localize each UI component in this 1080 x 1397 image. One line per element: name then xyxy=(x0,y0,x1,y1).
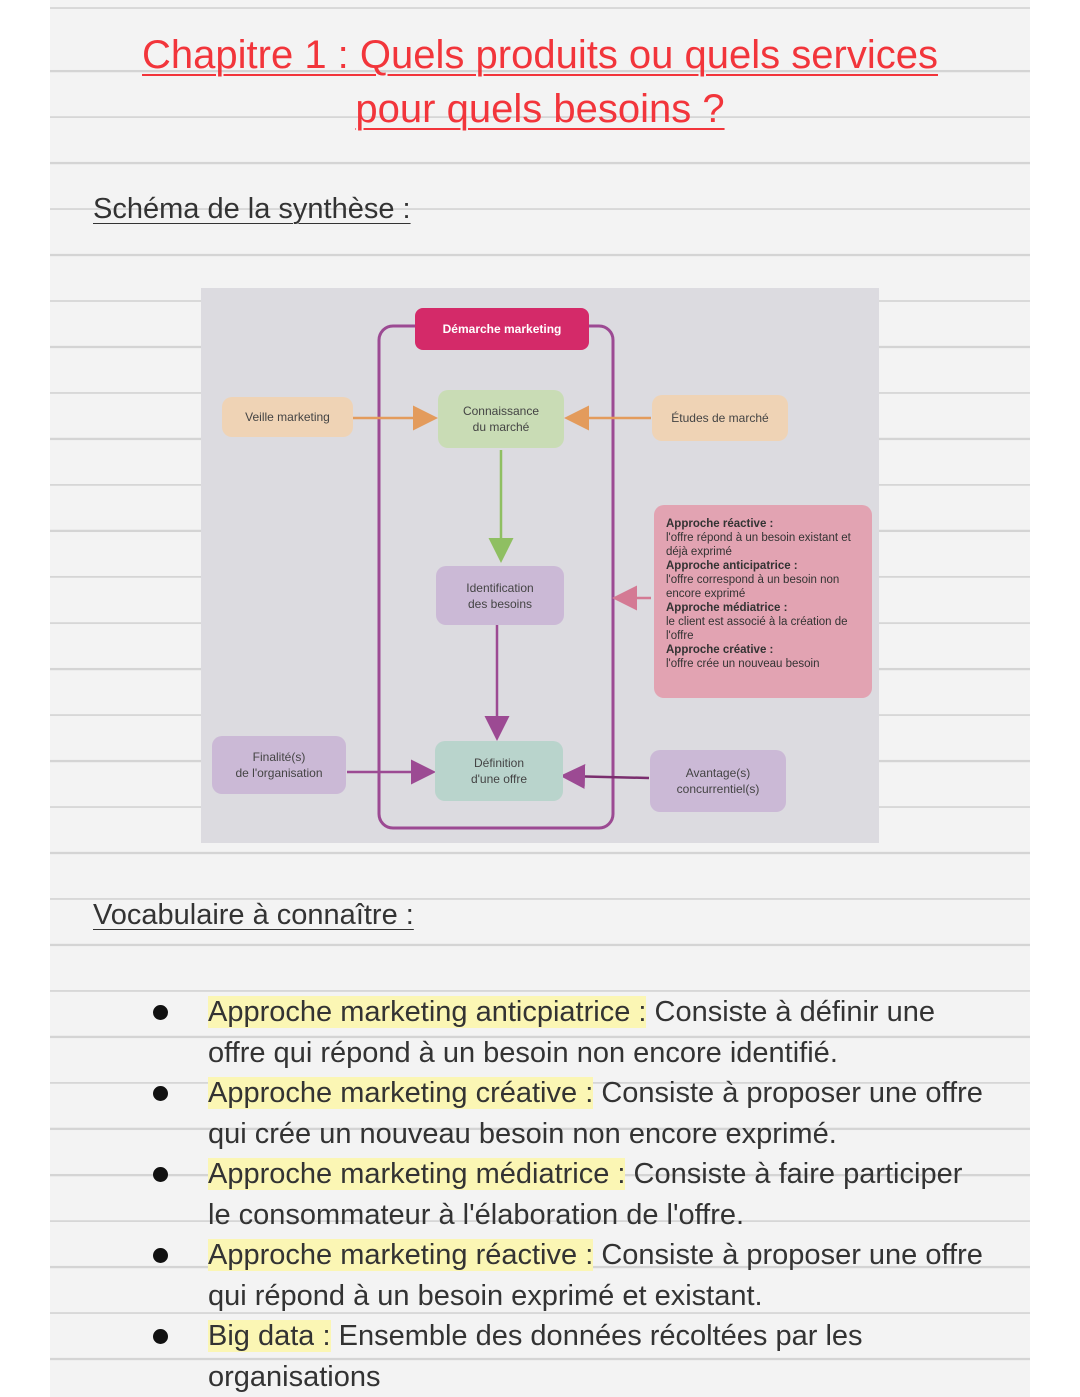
vocab-term: Approche marketing réactive xyxy=(208,1239,578,1271)
approach-mediatrice-text: le client est associé à la création de l'offre xyxy=(666,616,848,642)
vocab-term: Approche marketing anticpiatrice xyxy=(208,996,631,1028)
etudes-marche-box: Études de marché xyxy=(652,395,788,441)
vocab-term: Approche marketing médiatrice xyxy=(208,1158,610,1190)
vocab-definition: Consiste à proposer une offre qui crée un nouveau besoin non encore exprimé. xyxy=(208,1077,983,1150)
diagram-photo xyxy=(201,288,879,843)
list-item: Approche marketing médiatrice : Consiste à faire participer le consommateur à l'élaboration de l'offre. xyxy=(208,1154,988,1235)
bullet-icon xyxy=(153,1005,168,1020)
approaches-box xyxy=(654,505,872,698)
bullet-icon xyxy=(153,1167,168,1182)
finalites-organisation-box: Finalité(s) de l'organisation xyxy=(212,736,346,794)
approach-anticipatrice-heading: Approche anticipatrice : xyxy=(666,560,798,572)
approach-reactive-text: l'offre répond à un besoin existant et déjà exprimé xyxy=(666,532,851,558)
approach-mediatrice-heading: Approche médiatrice : xyxy=(666,602,788,614)
diagram-header-box: Démarche marketing xyxy=(415,308,589,350)
approach-creative-text: l'offre crée un nouveau besoin xyxy=(666,658,820,670)
vocab-term: Big data xyxy=(208,1320,315,1352)
approach-anticipatrice-text: l'offre correspond à un besoin non encore exprimé xyxy=(666,574,840,600)
vocab-definition: Consiste à définir une offre qui répond à un besoin non encore identifié. xyxy=(208,996,936,1069)
bullet-icon xyxy=(153,1086,168,1101)
page-title-line-2: pour quels besoins ? xyxy=(355,87,725,131)
approach-creative-heading: Approche créative : xyxy=(666,644,774,656)
vocab-list xyxy=(208,992,988,1397)
avantages-concurrentiels-box: Avantage(s) concurrentiel(s) xyxy=(650,750,786,812)
list-item: Big data : Ensemble des données récoltées par les organisations xyxy=(208,1316,988,1397)
definition-offre-box: Définition d'une offre xyxy=(435,741,563,801)
identification-besoins-box: Identification des besoins xyxy=(436,566,564,625)
list-item: Approche marketing créative : Consiste à proposer une offre qui crée un nouveau besoin non encore exprimé. xyxy=(208,1073,988,1154)
section-heading-vocab: Vocabulaire à connaître : xyxy=(93,899,414,931)
list-item: Approche marketing réactive : Consiste à proposer une offre qui répond à un besoin exprimé et existant. xyxy=(208,1235,988,1316)
veille-marketing-box: Veille marketing xyxy=(222,397,353,437)
vocab-definition: Consiste à proposer une offre qui répond à un besoin exprimé et existant. xyxy=(208,1239,983,1312)
bullet-icon xyxy=(153,1329,168,1344)
page-title-line-1: Chapitre 1 : Quels produits ou quels services xyxy=(142,33,938,77)
section-heading-schema: Schéma de la synthèse : xyxy=(93,193,411,225)
vocab-definition: Ensemble des données récoltées par les organisations xyxy=(208,1320,863,1393)
arrow-avantages-to-definition xyxy=(565,776,649,778)
bullet-icon xyxy=(153,1248,168,1263)
vocab-term: Approche marketing créative xyxy=(208,1077,578,1109)
vocab-definition: Consiste à faire participer le consommateur à l'élaboration de l'offre. xyxy=(208,1158,963,1231)
list-item: Approche marketing anticpiatrice : Consiste à définir une offre qui répond à un besoin non encore identifié. xyxy=(208,992,988,1073)
approach-reactive-heading: Approche réactive : xyxy=(666,518,774,530)
connaissance-marche-box: Connaissance du marché xyxy=(438,390,564,448)
